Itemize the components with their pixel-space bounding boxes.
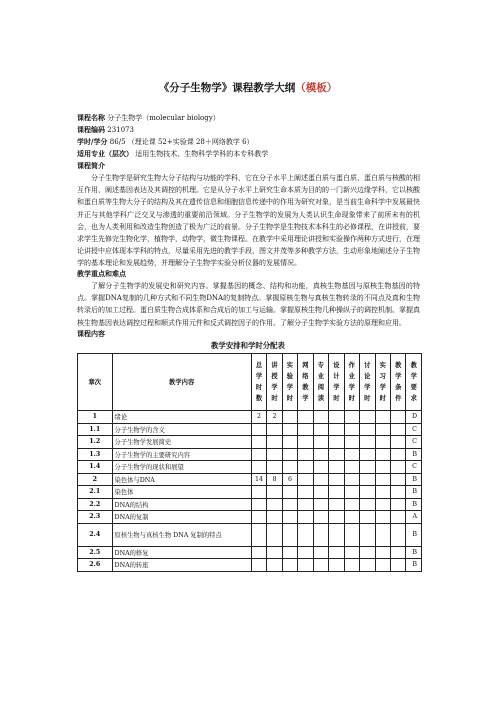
row-lab xyxy=(282,498,297,511)
schedule-table xyxy=(77,353,422,572)
row-content: 分子生物学的现状和展望 xyxy=(112,461,251,474)
header-requirement: 教学要求 xyxy=(406,354,422,411)
document-title xyxy=(0,80,496,95)
row-lecture xyxy=(267,423,282,436)
row-total xyxy=(251,498,266,511)
course-hours-line xyxy=(77,136,254,148)
row-content: 原核生物与真核生物 DNA 复制的特点 xyxy=(112,523,251,546)
row-chapter: 2.5 xyxy=(78,546,113,559)
row-requirement: B xyxy=(406,546,422,559)
intro-heading: 课程简介 xyxy=(77,161,105,170)
row-lecture xyxy=(267,461,282,474)
row-lecture xyxy=(267,498,282,511)
table-row xyxy=(78,486,422,499)
table-row xyxy=(78,423,422,436)
row-lab xyxy=(282,448,297,461)
row-content: DNA的结构 xyxy=(112,498,251,511)
row-requirement: B xyxy=(406,448,422,461)
row-lab xyxy=(282,523,297,546)
course-major-line xyxy=(77,148,268,160)
row-content: 绪论 xyxy=(112,411,251,424)
row-chapter: 2.2 xyxy=(78,498,113,511)
row-total xyxy=(251,436,266,449)
key-points-heading: 教学重点和难点 xyxy=(77,269,126,278)
course-hours-label: 学时/学分 xyxy=(77,137,108,146)
row-requirement: B xyxy=(406,498,422,511)
table-row xyxy=(78,559,422,572)
header-online: 网络教学 xyxy=(298,354,313,411)
table-row xyxy=(78,411,422,424)
row-total: 2 xyxy=(251,411,266,424)
table-row xyxy=(78,546,422,559)
row-lab xyxy=(282,461,297,474)
row-total xyxy=(251,559,266,572)
header-total-hours: 总学时数 xyxy=(251,354,266,411)
row-lecture xyxy=(267,436,282,449)
course-code-label: 课程编码 xyxy=(77,125,105,134)
row-total xyxy=(251,486,266,499)
title-main: 《分子生物学》课程教学大纲 xyxy=(158,82,296,94)
row-requirement: C xyxy=(406,436,422,449)
row-lecture xyxy=(267,546,282,559)
row-requirement: B xyxy=(406,486,422,499)
row-chapter: 1.2 xyxy=(78,436,113,449)
header-lab-hours: 实验学时 xyxy=(282,354,297,411)
row-content: 分子生物学的含义 xyxy=(112,423,251,436)
table-row xyxy=(78,436,422,449)
row-requirement: B xyxy=(406,523,422,546)
course-major-label: 适用专业（层次） xyxy=(77,149,133,158)
table-row xyxy=(78,448,422,461)
row-requirement: A xyxy=(406,511,422,524)
header-practice: 实习学时 xyxy=(375,354,390,411)
course-name-label: 课程名称 xyxy=(77,113,105,122)
row-lecture xyxy=(267,523,282,546)
row-chapter: 1.3 xyxy=(78,448,113,461)
row-requirement: C xyxy=(406,423,422,436)
table-row xyxy=(78,511,422,524)
table-row xyxy=(78,498,422,511)
row-total xyxy=(251,461,266,474)
row-chapter: 2.3 xyxy=(78,511,113,524)
row-chapter: 2.1 xyxy=(78,486,113,499)
table-caption: 教学安排和学时分配表 xyxy=(211,341,285,350)
header-design: 设计学时 xyxy=(329,354,344,411)
table-row xyxy=(78,473,422,486)
row-content: DNA的转座 xyxy=(112,559,251,572)
row-lab xyxy=(282,423,297,436)
row-total xyxy=(251,523,266,546)
course-content-heading: 课程内容 xyxy=(77,329,105,338)
row-total xyxy=(251,423,266,436)
row-chapter: 1 xyxy=(78,411,113,424)
header-reading: 专业阅读 xyxy=(313,354,328,411)
row-lab xyxy=(282,486,297,499)
row-requirement: D xyxy=(406,411,422,424)
header-discussion: 讨论学时 xyxy=(360,354,375,411)
header-homework: 作业学时 xyxy=(344,354,359,411)
row-content: 染色体 xyxy=(112,486,251,499)
row-lecture: 8 xyxy=(267,473,282,486)
course-name-line xyxy=(77,112,220,124)
course-name-value: 分子生物学（molecular biology） xyxy=(107,114,220,122)
row-content: 分子生物学发展简史 xyxy=(112,436,251,449)
row-requirement: B xyxy=(406,473,422,486)
course-hours-value: 86/5 （理论课 52+实验课 28＋网络教学 6） xyxy=(109,138,254,146)
row-lab xyxy=(282,546,297,559)
row-lab xyxy=(282,511,297,524)
row-chapter: 2 xyxy=(78,473,113,486)
row-lab xyxy=(282,559,297,572)
row-total xyxy=(251,511,266,524)
header-conditions: 教学条件 xyxy=(391,354,406,411)
row-lecture: 2 xyxy=(267,411,282,424)
row-total: 14 xyxy=(251,473,266,486)
row-content: DNA的修复 xyxy=(112,546,251,559)
table-header-row xyxy=(78,354,422,411)
row-chapter: 2.4 xyxy=(78,523,113,546)
row-total xyxy=(251,546,266,559)
course-major-value: 适用生物技术、生物科学学科的本专科教学 xyxy=(135,150,269,158)
title-template-tag: （模板） xyxy=(295,82,338,94)
row-lecture xyxy=(267,448,282,461)
row-total xyxy=(251,448,266,461)
row-lab: 6 xyxy=(282,473,297,486)
row-content: DNA的复制 xyxy=(112,511,251,524)
row-chapter: 1.4 xyxy=(78,461,113,474)
key-points-paragraph: 了解分子生物学的发展史和研究内容。掌握基因的概念、结构和功能，真核生物基因与原核生物基因的特点。掌握DNA复制的几种方式和不同生物DNA的复制特点。掌握原核生物与真核生物转录的不同点及真和生物转录后的加工过程。蛋白质生物合成体系和合成后的加工与运输。掌握原核生物几种操纵子的调控机制。掌握真核生物基因表达调控过程和顺式作用元件和反式调控因子的作用。了解分子生物学实验方法的原理和应用。 xyxy=(77,282,420,327)
course-code-line xyxy=(77,124,134,136)
row-lab xyxy=(282,411,297,424)
row-lecture xyxy=(267,511,282,524)
row-requirement: B xyxy=(406,559,422,572)
row-content: 分子生物学的主要研究内容 xyxy=(112,448,251,461)
row-content: 染色体与DNA xyxy=(112,473,251,486)
table-row xyxy=(78,461,422,474)
row-chapter: 2.6 xyxy=(78,559,113,572)
row-lab xyxy=(282,436,297,449)
row-lecture xyxy=(267,559,282,572)
header-lecture-hours: 讲授学时 xyxy=(267,354,282,411)
header-content: 教学内容 xyxy=(112,354,251,411)
intro-paragraph: 分子生物学是研究生物大分子结构与功能的学科，它在分子水平上阐述蛋白质与蛋白质、蛋白质与核酸的相互作用，阐述基因表达及其调控的机理。它是从分子水平上研究生命本质为目的的一门新兴边缘学科，它以核酸和蛋白质等生物大分子的结构及其在遗传信息和细胞信息传递中的作用为研究对象，是当前生命科学中发展最快并正与其他学科广泛交叉与渗透的重要前沿领域。分子生物学的发展为人类认识生命现象带来了前所未有的机会，也为人类利用和改造生物创造了极为广泛的前景。分子生物学是生物技术本科生的必修课程，在讲授前，要求学生先修完生物化学，植物学，动物学，微生物课程。在教学中采用理论讲授和实验操作两种方式进行，在理论讲授中应体现本学科的特点，尽量采用先进的教学手段，图文并茂等多种教学方法，生动形象地阐述分子生物学的基本理论和发展趋势，并理解分子生物学实验分析仪器的发展情况。 xyxy=(77,174,420,268)
row-requirement: C xyxy=(406,461,422,474)
course-code-value: 231073 xyxy=(107,126,134,134)
row-lecture xyxy=(267,486,282,499)
table-row xyxy=(78,523,422,546)
row-chapter: 1.1 xyxy=(78,423,113,436)
header-chapter: 章次 xyxy=(78,354,113,411)
